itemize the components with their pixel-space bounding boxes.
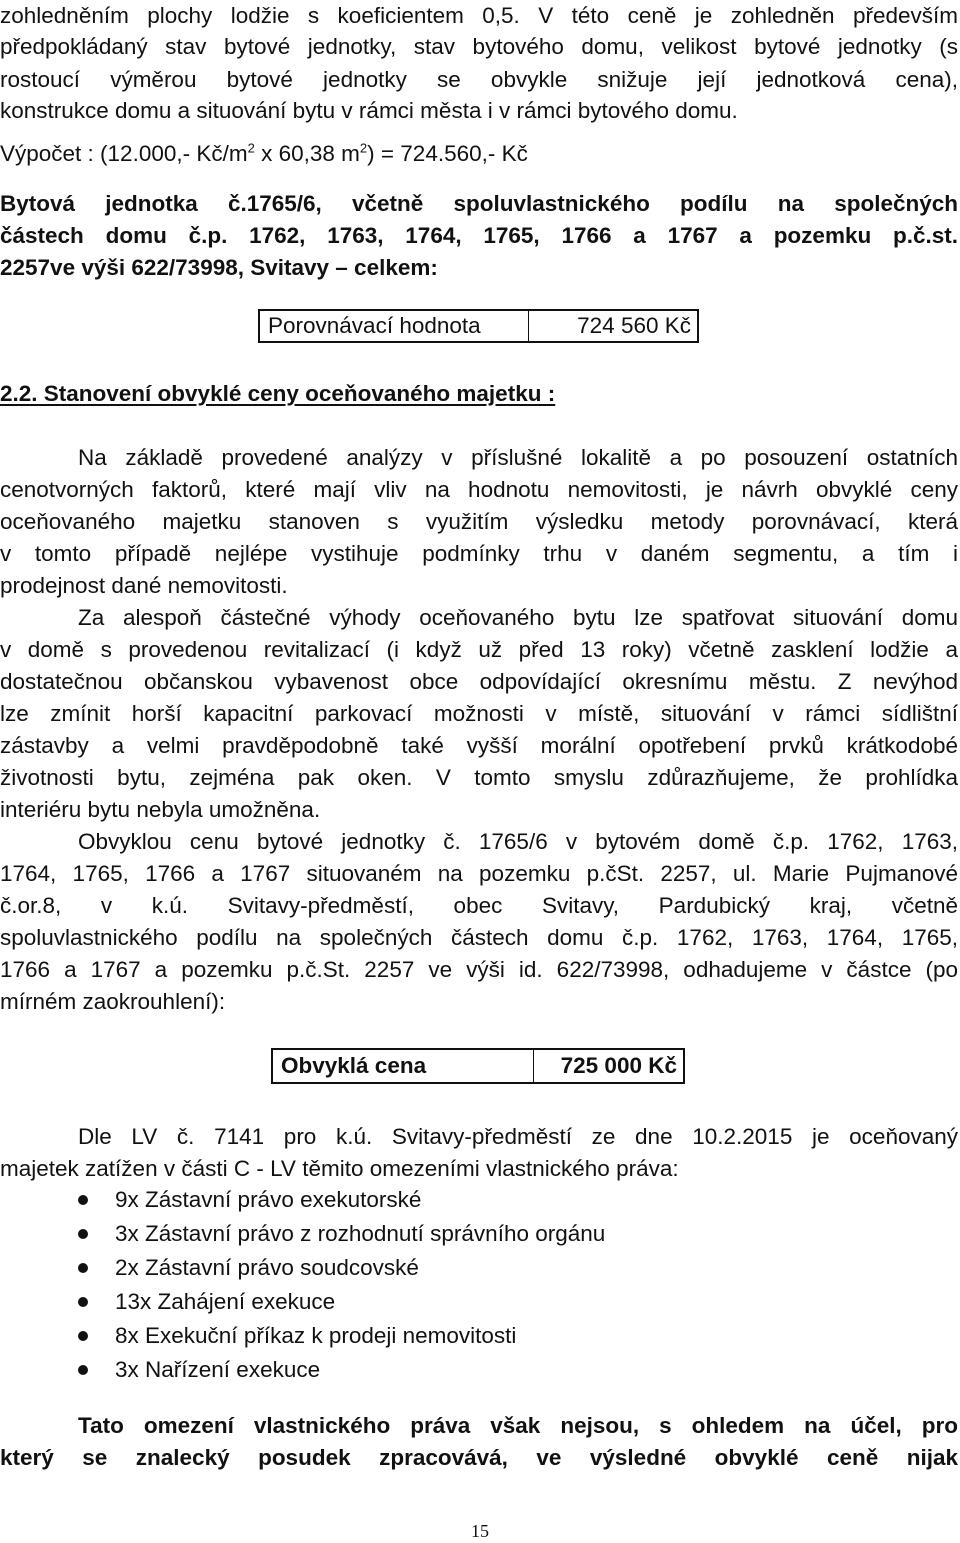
bullet-icon [78,1365,88,1375]
comparison-label: Porovnávací hodnota [268,313,481,338]
paragraph-line: dostatečnou občanskou vybavenost obce odpovídající okresnímu městu. Z nevýhod [0,669,958,694]
bullet-icon [78,1195,88,1205]
list-item [0,1218,958,1252]
paragraph-line: cenotvorných faktorů, které mají vliv na hodnotu nemovitosti, je návrh obvyklé ceny [0,477,958,502]
calc-part: Výpočet : (12.000,- Kč/m [0,141,248,166]
paragraph-line: spoluvlastnického podílu na společných částech domu č.p. 1762, 1763, 1764, 1765, [0,925,958,950]
list-item-text: 8x Exekuční příkaz k prodeji nemovitosti [115,1323,517,1348]
list-item-text: 9x Zástavní právo exekutorské [115,1187,422,1212]
comparison-value: 724 560 Kč [528,311,697,341]
calc-part: ) = 724.560,- Kč [367,141,528,166]
paragraph-line: Za alespoň částečné výhody oceňovaného bytu lze spatřovat situování domu [78,605,958,630]
paragraph-line: mírném zaokrouhlení): [0,989,226,1014]
closing-line: Tato omezení vlastnického práva však nejsou, s ohledem na účel, pro [78,1413,958,1438]
paragraph-line: v tomto případě nejlépe vystihuje podmínky trhu v daném segmentu, a tím i [0,541,958,566]
bullet-icon [78,1297,88,1307]
list-item [0,1320,958,1354]
market-price-label: Obvyklá cena [281,1053,427,1078]
paragraph-line: Dle LV č. 7141 pro k.ú. Svitavy-předměstí ze dne 10.2.2015 je oceňovaný [78,1124,958,1149]
bullet-icon [78,1263,88,1273]
calc-superscript: 2 [359,140,368,156]
list-item [0,1252,958,1286]
intro-line: konstrukce domu a situování bytu v rámci města i v rámci bytového domu. [0,98,738,123]
paragraph-line: lze zmínit horší kapacitní parkovací možnosti v místě, situování v rámci sídlištní [0,701,958,726]
calc-superscript: 2 [247,140,255,156]
section-title: 2.2. Stanovení obvyklé ceny oceňovaného majetku : [0,381,556,406]
page-number: 15 [471,1521,489,1541]
list-item [0,1184,958,1218]
intro-line: rostoucí výměrou bytové jednotky se obvykle snižuje její jednotková cena), [0,67,958,92]
list-item [0,1354,958,1388]
paragraph-line: 1764, 1765, 1766 a 1767 situovaném na pozemku p.čSt. 2257, ul. Marie Pujmanové [0,861,958,886]
list-item-text: 3x Nařízení exekuce [115,1357,321,1382]
intro-line: předpokládaný stav bytové jednotky, stav bytového domu, velikost bytové jednotky (s [0,34,958,59]
market-price-value: 725 000 Kč [533,1050,683,1082]
market-price-box [271,1048,685,1084]
paragraph-line: 1766 a 1767 a pozemku p.č.St. 2257 ve výši id. 622/73998, odhadujeme v částce (po [0,957,958,982]
unit-heading: částech domu č.p. 1762, 1763, 1764, 1765, 1766 a 1767 a pozemku p.č.st. [0,223,958,248]
unit-heading: Bytová jednotka č.1765/6, včetně spoluvlastnického podílu na společných [0,191,958,216]
list-item-text: 13x Zahájení exekuce [115,1289,336,1314]
paragraph-line: životnosti bytu, zejména pak oken. V tomto smyslu zdůrazňujeme, že prohlídka [0,765,958,790]
bullet-icon [78,1229,88,1239]
list-item-text: 3x Zástavní právo z rozhodnutí správního orgánu [115,1221,606,1246]
closing-line: který se znalecký posudek zpracovává, ve výsledné obvyklé ceně nijak [0,1445,958,1470]
calc-part: x 60,38 m [254,141,360,166]
paragraph-line: interiéru bytu nebyla umožněna. [0,797,321,822]
paragraph-line: v domě s provedenou revitalizací (i když už před 13 roky) včetně zasklení lodžie a [0,637,958,662]
paragraph-line: č.or.8, v k.ú. Svitavy-předměstí, obec Svitavy, Pardubický kraj, včetně [0,893,958,918]
paragraph-line: majetek zatížen v části C - LV těmito omezeními vlastnického práva: [0,1156,679,1181]
list-item [0,1286,958,1320]
paragraph-line: Na základě provedené analýzy v příslušné lokalitě a po posouzení ostatních [78,445,958,470]
paragraph-line: Obvyklou cenu bytové jednotky č. 1765/6 v bytovém domě č.p. 1762, 1763, [78,829,958,854]
paragraph-line: zástavby a velmi pravděpodobně také vyšší morální opotřebení prvků krátkodobé [0,733,958,758]
encumbrance-list [0,1184,958,1388]
paragraph-line: prodejnost dané nemovitosti. [0,573,288,598]
bullet-icon [78,1331,88,1341]
unit-heading: 2257ve výši 622/73998, Svitavy – celkem: [0,255,438,280]
comparison-value-box [258,309,699,343]
intro-line: zohledněním plochy lodžie s koeficientem 0,5. V této ceně je zohledněn především [0,3,958,28]
price-calculation [0,138,958,170]
paragraph-line: oceňovaného majetku stanoven s využitím výsledku metody porovnávací, která [0,509,958,534]
list-item-text: 2x Zástavní právo soudcovské [115,1255,419,1280]
